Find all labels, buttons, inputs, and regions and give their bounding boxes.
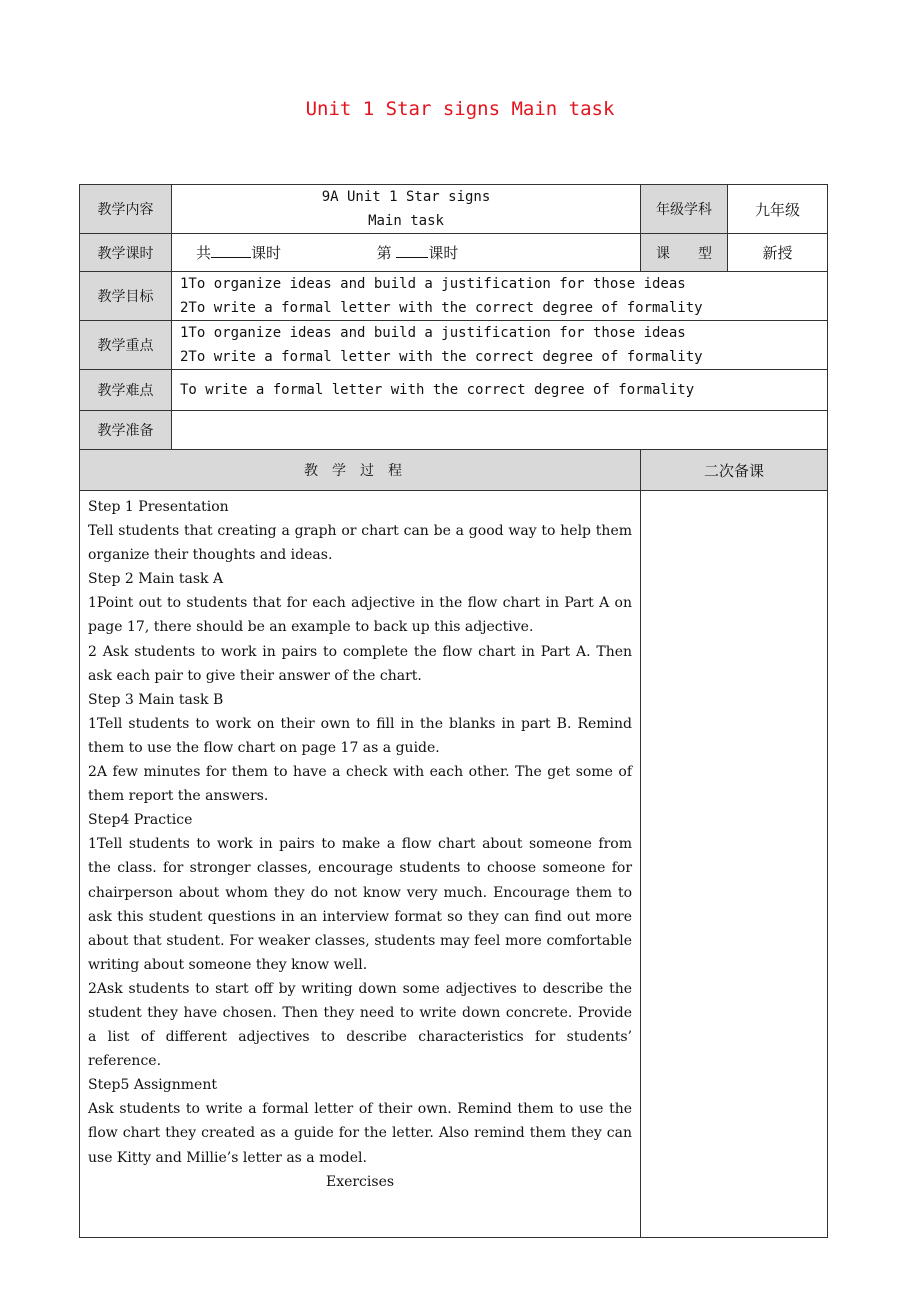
- process-line: Step 1 Presentation: [88, 499, 229, 515]
- content-label: 教学内容: [80, 185, 172, 234]
- lesson-plan-table: [79, 184, 828, 1238]
- process-line: 1Point out to students that for each adjective in the flow chart in Part A on page 17, there should be an example to back up this adjective.: [88, 595, 633, 636]
- process-line: 1Tell students to work in pairs to make a flow chart about someone from the class. for stronger classes, encourage students to choose someone for chairperson about whom they do not know very much. Encourage them to ask this student questions in an interview format so they can find out more about that student. For weaker classes, students may feel more comfortable writing about someone they know well.: [88, 836, 633, 973]
- period-label: 教学课时: [80, 234, 172, 272]
- period-nth-blank: [396, 243, 428, 258]
- process-header: 教学过程: [80, 450, 641, 491]
- grade-label: 年级学科: [641, 185, 728, 234]
- content-value: [172, 185, 641, 234]
- row-goals: [80, 272, 828, 321]
- goal-label: 教学目标: [80, 272, 172, 321]
- prep-label: 教学准备: [80, 411, 172, 450]
- prep-value: [172, 411, 828, 450]
- difficult-value: To write a formal letter with the correct degree of formality: [172, 370, 828, 411]
- process-line: 1Tell students to work on their own to fill in the blanks in part B. Remind them to use the flow chart on page 17 as a guide.: [88, 715, 633, 756]
- content-line-1: 9A Unit 1 Star signs: [321, 189, 491, 205]
- key-label: 教学重点: [80, 321, 172, 370]
- row-process-header: [80, 450, 828, 491]
- period-value: [172, 234, 641, 272]
- second-prep-body: [641, 491, 828, 1238]
- process-body: [80, 491, 641, 1238]
- row-content: [80, 185, 828, 234]
- row-difficult: [80, 370, 828, 411]
- process-line: 2Ask students to start off by writing down some adjectives to describe the student they have chosen. Then they need to write down concrete. Provide a list of different adjectives to describe characteristics for students’ reference.: [88, 980, 633, 1070]
- row-process-body: [80, 491, 828, 1238]
- type-label: 课 型: [641, 234, 728, 272]
- period-nth-suffix: 课时: [428, 244, 459, 262]
- process-line: Ask students to write a formal letter of their own. Remind them to use the flow chart they created as a guide for the letter. Also remind them they can use Kitty and Millie’s letter as a model.: [88, 1101, 633, 1166]
- period-total-prefix: 共: [196, 244, 212, 262]
- goal-line-1: 1To organize ideas and build a justification for those ideas: [180, 276, 686, 292]
- difficult-label: 教学难点: [80, 370, 172, 411]
- process-line: Step 3 Main task B: [88, 691, 224, 708]
- row-preparation: [80, 411, 828, 450]
- period-total-suffix: 课时: [251, 244, 282, 262]
- process-line: Step5 Assignment: [88, 1077, 217, 1094]
- second-prep-header: 二次备课: [641, 450, 828, 491]
- period-total-blank: [211, 243, 251, 258]
- row-key-points: [80, 321, 828, 370]
- key-value: [172, 321, 828, 370]
- period-nth-prefix: 第: [376, 244, 392, 262]
- process-line: Step4 Practice: [88, 812, 193, 829]
- row-period: [80, 234, 828, 272]
- goal-line-2: 2To write a formal letter with the correct degree of formality: [180, 300, 703, 316]
- grade-value: 九年级: [728, 185, 828, 234]
- goal-value: [172, 272, 828, 321]
- type-value: 新授: [728, 234, 828, 272]
- process-line: 2 Ask students to work in pairs to complete the flow chart in Part A. Then ask each pair to give their answer of the chart.: [88, 643, 633, 684]
- process-line: Step 2 Main task A: [88, 571, 224, 588]
- page-title: Unit 1 Star signs Main task: [305, 98, 615, 120]
- process-line: 2A few minutes for them to have a check with each other. The get some of them report the answers.: [88, 764, 633, 805]
- content-line-2: Main task: [368, 213, 444, 229]
- exercises-heading: Exercises: [325, 1173, 395, 1190]
- key-line-1: 1To organize ideas and build a justification for those ideas: [180, 325, 686, 341]
- key-line-2: 2To write a formal letter with the correct degree of formality: [180, 349, 703, 365]
- process-line: Tell students that creating a graph or chart can be a good way to help them organize their thoughts and ideas.: [88, 523, 633, 564]
